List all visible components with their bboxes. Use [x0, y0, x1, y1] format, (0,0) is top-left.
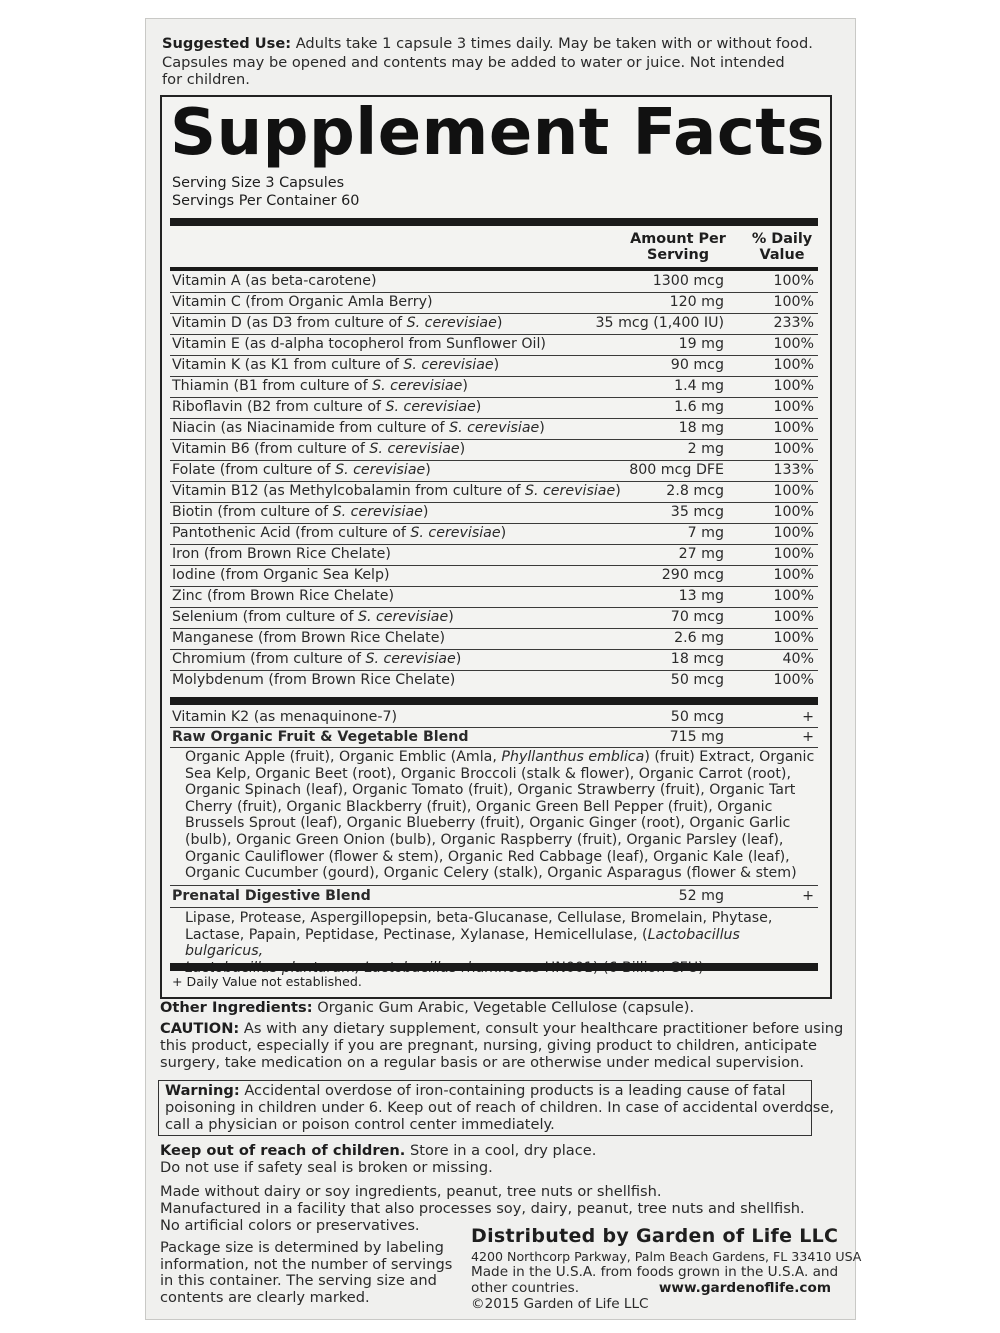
package-line: Package size is determined by labeling: [160, 1239, 444, 1256]
nutrient-amount: 2 mg: [687, 441, 724, 457]
nutrient-row: [170, 670, 818, 691]
keep-out-line: Do not use if safety seal is broken or missing.: [160, 1159, 493, 1176]
nutrient-dv: 100%: [773, 378, 814, 394]
made-in-line-2: [471, 1280, 831, 1296]
nutrient-dv: 100%: [773, 336, 814, 352]
nutrient-name: Vitamin D (as D3 from culture of S. cerevisiae): [172, 315, 503, 331]
blend-ingredients-fruit-vegetable: [185, 749, 815, 882]
nutrient-row: [170, 544, 818, 565]
nutrient-name: Vitamin E (as d-alpha tocopherol from Sunflower Oil): [172, 336, 546, 352]
suggested-use-text: Adults take 1 capsule 3 times daily. May be taken with or without food.: [295, 35, 813, 52]
blend-row-digestive: [170, 886, 818, 907]
allergen-line: Manufactured in a facility that also processes soy, dairy, peanut, tree nuts and shellfish.: [160, 1200, 805, 1217]
nutrient-name: Selenium (from culture of S. cerevisiae): [172, 609, 454, 625]
nutrient-amount: 70 mcg: [670, 609, 724, 625]
blend-line: Organic Cucumber (gourd), Organic Celery (stalk), Organic Asparagus (flower & stem): [185, 865, 797, 882]
thick-divider: [170, 218, 818, 226]
nutrient-name: Vitamin K2 (as menaquinone-7): [172, 709, 398, 725]
nutrient-amount: 1.4 mg: [674, 378, 724, 394]
nutrient-amount: 2.8 mcg: [666, 483, 724, 499]
keep-out-label: Keep out of reach of children.: [160, 1142, 406, 1159]
nutrient-amount: 35 mcg (1,400 IU): [595, 315, 724, 331]
nutrient-row: [170, 313, 818, 334]
nutrient-name: Iodine (from Organic Sea Kelp): [172, 567, 390, 583]
nutrient-row: [170, 523, 818, 544]
nutrient-dv: 100%: [773, 441, 814, 457]
blend-amount: 715 mg: [669, 729, 724, 745]
nutrient-name: Iron (from Brown Rice Chelate): [172, 546, 391, 562]
nutrient-row: [170, 397, 818, 418]
warning-line: call a physician or poison control center immediately.: [165, 1116, 555, 1133]
blend-line: Brussels Sprout (leaf), Organic Blueberry (fruit), Organic Ginger (root), Organic Garlic: [185, 815, 791, 832]
blend-name: Raw Organic Fruit & Vegetable Blend: [172, 729, 469, 745]
amount-per-serving-header: [618, 231, 738, 263]
warning-label: Warning:: [165, 1082, 240, 1099]
nutrient-amount: 18 mcg: [670, 651, 724, 667]
blend-amount: 52 mg: [678, 888, 724, 904]
warning: [165, 1083, 786, 1100]
copyright: ©2015 Garden of Life LLC: [471, 1296, 649, 1312]
package-line: information, not the number of servings: [160, 1255, 453, 1273]
supplement-facts-title: Supplement Facts: [170, 96, 825, 170]
nutrient-name: Vitamin C (from Organic Amla Berry): [172, 294, 433, 310]
made-in-line: Made in the U.S.A. from foods grown in the U.S.A. and: [471, 1264, 839, 1280]
caution-text: As with any dietary supplement, consult your healthcare practitioner before using: [243, 1020, 844, 1037]
nutrient-dv: +: [802, 709, 814, 725]
blend-row-fruit-vegetable: [170, 727, 818, 748]
nutrient-row: [170, 628, 818, 649]
nutrient-row: [170, 439, 818, 460]
nutrient-amount: 2.6 mg: [674, 630, 724, 646]
blend-line: Organic Cauliflower (flower & stem), Organic Red Cabbage (leaf), Organic Kale (leaf),: [185, 848, 790, 865]
suggested-use-line: Capsules may be opened and contents may be added to water or juice. Not intended: [162, 54, 785, 71]
nutrient-dv: 100%: [773, 525, 814, 541]
nutrient-name: Riboflavin (B2 from culture of S. cerevisiae): [172, 399, 482, 415]
nutrient-amount: 800 mcg DFE: [629, 462, 724, 478]
suggested-use-label: Suggested Use:: [162, 35, 292, 52]
other-ingredients-text: Organic Gum Arabic, Vegetable Cellulose (capsule).: [317, 999, 695, 1016]
made-in-text: other countries.: [471, 1280, 580, 1296]
suggested-use-line: for children.: [162, 71, 250, 88]
nutrient-name: Vitamin B6 (from culture of S. cerevisiae): [172, 441, 466, 457]
servings-per-container: Servings Per Container 60: [172, 193, 360, 209]
nutrient-dv: 100%: [773, 399, 814, 415]
caution: [160, 1021, 843, 1038]
other-ingredients-label: Other Ingredients:: [160, 999, 313, 1016]
blend-line: Organic Spinach (leaf), Organic Tomato (fruit), Organic Strawberry (fruit), Organic Tart: [185, 782, 796, 799]
row-divider: [170, 747, 818, 748]
nutrient-dv: 100%: [773, 294, 814, 310]
nutrient-amount: 1.6 mg: [674, 399, 724, 415]
nutrient-dv: 100%: [773, 546, 814, 562]
nutrient-amount: 1300 mcg: [652, 273, 724, 289]
distributor-block: [471, 1225, 862, 1312]
caution-line: surgery, take medication on a regular basis or are otherwise under medical supervision.: [160, 1054, 805, 1071]
blend-line: Sea Kelp, Organic Beet (root), Organic Broccoli (stalk & flower), Organic Carrot (root),: [185, 765, 791, 782]
thick-divider: [170, 963, 818, 971]
row-divider: [170, 907, 818, 908]
nutrient-name: Chromium (from culture of S. cerevisiae): [172, 651, 462, 667]
nutrient-row: [170, 565, 818, 586]
nutrient-dv: 100%: [773, 273, 814, 289]
distributor-address: 4200 Northcorp Parkway, Palm Beach Gardens, FL 33410 USA: [471, 1249, 862, 1264]
nutrient-dv: 100%: [773, 630, 814, 646]
nutrient-dv: 100%: [773, 420, 814, 436]
footnote: + Daily Value not established.: [172, 974, 362, 989]
supplement-facts-panel: [160, 95, 832, 999]
blend-line: Organic Apple (fruit), Organic Emblic (Amla, Phyllanthus emblica) (fruit) Extract, Organic: [185, 749, 815, 765]
blend-line: Lactase, Papain, Peptidase, Pectinase, Xylanase, Hemicellulase, (Lactobacillus bulgaricus,: [185, 926, 740, 960]
amount-header-line: Amount Per: [630, 231, 726, 247]
allergen-line: Made without dairy or soy ingredients, peanut, tree nuts or shellfish.: [160, 1183, 662, 1200]
blend-dv: +: [802, 729, 814, 745]
supplement-label: [145, 18, 862, 1320]
nutrient-amount: 290 mcg: [661, 567, 724, 583]
warning-text: Accidental overdose of iron-containing products is a leading cause of fatal: [244, 1082, 786, 1099]
nutrient-dv: 100%: [773, 483, 814, 499]
nutrient-row: [170, 502, 818, 523]
suggested-use: [162, 36, 813, 53]
nutrient-row: [170, 292, 818, 313]
nutrient-row: [170, 355, 818, 376]
nutrient-name: Molybdenum (from Brown Rice Chelate): [172, 672, 456, 688]
dv-header-line: % Daily: [751, 231, 813, 247]
nutrient-name: Manganese (from Brown Rice Chelate): [172, 630, 446, 646]
nutrient-amount: 27 mg: [678, 546, 724, 562]
keep-out-of-reach: [160, 1143, 596, 1160]
nutrient-amount: 18 mg: [678, 420, 724, 436]
nutrient-amount: 90 mcg: [670, 357, 724, 373]
amount-header-line: Serving: [646, 247, 710, 263]
nutrient-amount: 35 mcg: [670, 504, 724, 520]
nutrient-amount: 50 mcg: [670, 672, 724, 688]
nutrient-name: Zinc (from Brown Rice Chelate): [172, 588, 394, 604]
nutrient-dv: 100%: [773, 672, 814, 688]
daily-value-header: [742, 231, 822, 263]
nutrient-amount: 7 mg: [687, 525, 724, 541]
nutrient-dv: 100%: [773, 567, 814, 583]
package-line: in this container. The serving size and: [160, 1272, 437, 1289]
caution-label: CAUTION:: [160, 1020, 240, 1037]
nutrient-name: Niacin (as Niacinamide from culture of S. cerevisiae): [172, 420, 545, 436]
nutrient-row: [170, 649, 818, 670]
nutrient-row: [170, 481, 818, 502]
caution-line: this product, especially if you are pregnant, nursing, giving product to children, anticipate: [160, 1037, 818, 1054]
nutrient-row: [170, 334, 818, 355]
warning-box: [158, 1080, 834, 1136]
allergen-line: No artificial colors or preservatives.: [160, 1217, 420, 1234]
nutrient-amount: 50 mcg: [670, 709, 724, 725]
serving-size: Serving Size 3 Capsules: [172, 175, 345, 191]
nutrient-dv: 100%: [773, 609, 814, 625]
nutrient-name: Folate (from culture of S. cerevisiae): [172, 462, 431, 478]
website-link[interactable]: www.gardenoflife.com: [658, 1280, 831, 1296]
nutrient-amount: 13 mg: [678, 588, 724, 604]
package-line: contents are clearly marked.: [160, 1288, 370, 1306]
nutrient-row: [170, 376, 818, 397]
nutrient-dv: 100%: [773, 588, 814, 604]
dv-header-line: Value: [759, 247, 805, 263]
nutrient-dv: 233%: [773, 315, 814, 331]
nutrient-dv: 100%: [773, 357, 814, 373]
nutrient-name: Vitamin B12 (as Methylcobalamin from culture of S. cerevisiae): [172, 483, 621, 499]
nutrient-row: [170, 271, 818, 292]
blend-line: Cherry (fruit), Organic Blackberry (fruit), Organic Green Bell Pepper (fruit), Organic: [185, 798, 773, 815]
nutrient-amount: 120 mg: [669, 294, 724, 310]
distributor-title: Distributed by Garden of Life LLC: [471, 1225, 839, 1247]
nutrient-dv: 100%: [773, 504, 814, 520]
other-ingredients: [160, 1000, 694, 1017]
nutrient-name: Biotin (from culture of S. cerevisiae): [172, 504, 429, 520]
nutrient-row: [170, 586, 818, 607]
blend-dv: +: [802, 888, 814, 904]
blend-line: Lipase, Protease, Aspergillopepsin, beta-Glucanase, Cellulase, Bromelain, Phytase,: [185, 910, 773, 926]
nutrient-row: [170, 607, 818, 628]
nutrient-row: [170, 418, 818, 439]
nutrient-name: Thiamin (B1 from culture of S. cerevisiae): [172, 378, 468, 394]
nutrient-name: Vitamin A (as beta-carotene): [172, 273, 377, 289]
package-size-note: [160, 1240, 452, 1306]
nutrient-name: Vitamin K (as K1 from culture of S. cerevisiae): [172, 357, 500, 373]
blend-name: Prenatal Digestive Blend: [172, 888, 371, 904]
nutrient-dv: 40%: [782, 651, 814, 667]
nutrient-row: [170, 460, 818, 481]
keep-out-text: Store in a cool, dry place.: [409, 1142, 597, 1159]
thick-divider: [170, 697, 818, 705]
nutrient-name: Pantothenic Acid (from culture of S. cerevisiae): [172, 525, 507, 541]
warning-line: poisoning in children under 6. Keep out of reach of children. In case of accidental overdose,: [165, 1099, 834, 1116]
nutrient-amount: 19 mg: [678, 336, 724, 352]
blend-line: (bulb), Organic Green Onion (bulb), Organic Raspberry (fruit), Organic Parsley (leaf),: [185, 831, 784, 848]
nutrient-row-k2: [170, 707, 818, 728]
nutrient-dv: 133%: [773, 462, 814, 478]
